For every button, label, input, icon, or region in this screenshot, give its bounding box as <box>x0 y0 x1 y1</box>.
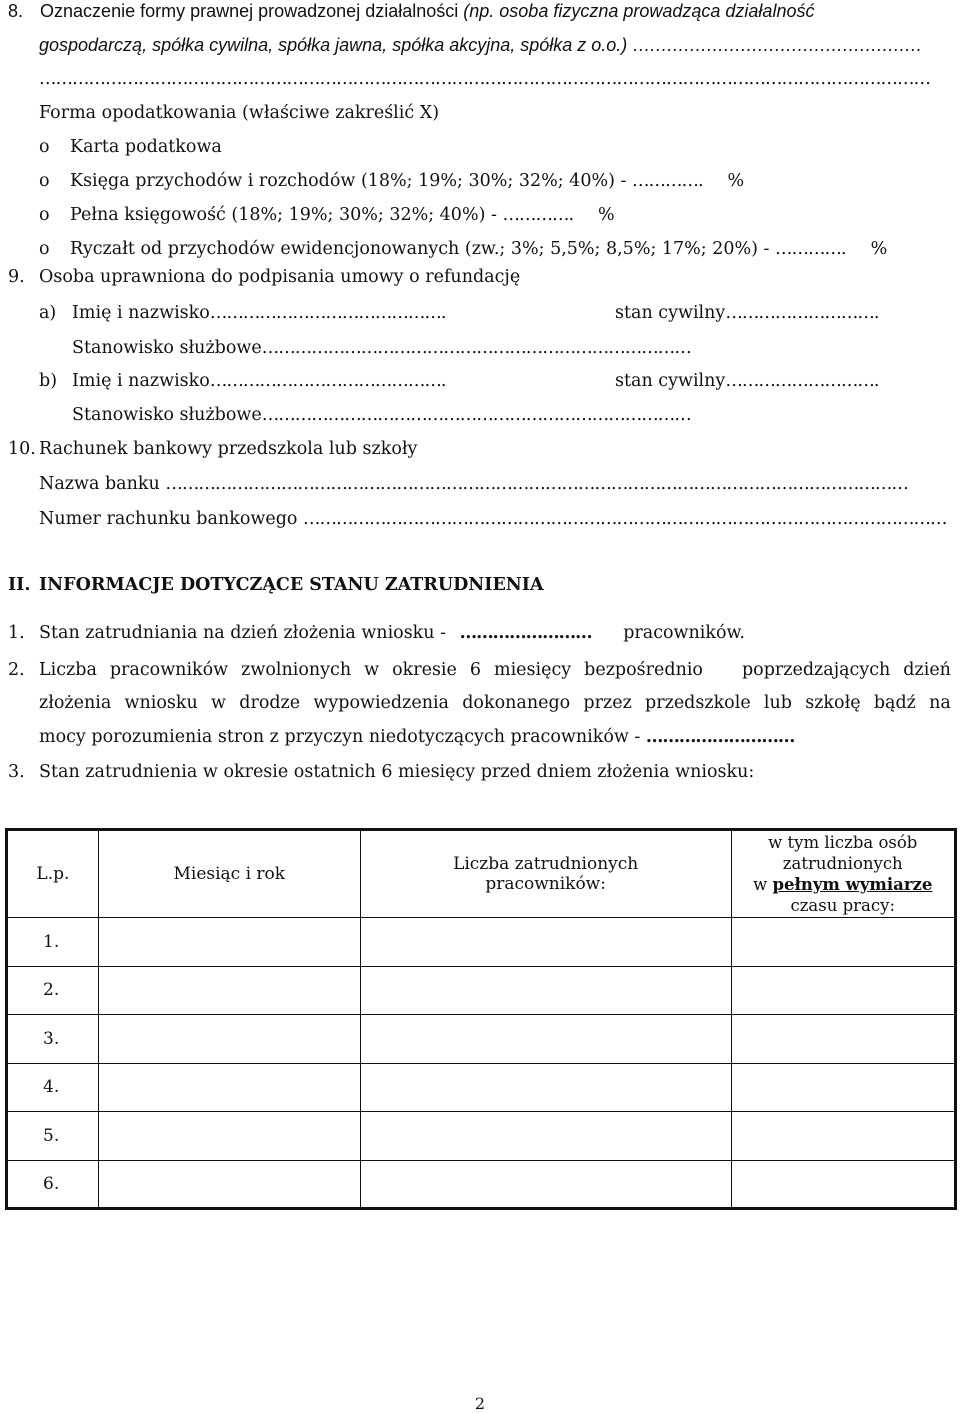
item-3-row <box>8 761 755 783</box>
person-b-position-row <box>72 404 934 426</box>
page-number: 2 <box>474 1394 486 1413</box>
table-row <box>7 966 956 1015</box>
row-number: 5. <box>7 1112 99 1161</box>
dismissed-count-fill[interactable]: ……………………… <box>645 727 795 747</box>
tax-option-lump-sum[interactable] <box>39 238 888 260</box>
position-label: Stanowisko służbowe <box>72 405 262 425</box>
tax-option-card[interactable] <box>39 136 222 158</box>
item-2-word: wypowiedzenia <box>313 693 449 713</box>
cell-full-time[interactable] <box>731 966 956 1015</box>
cell-full-time[interactable] <box>731 1112 956 1161</box>
item-2-word: dokonanego <box>462 693 571 713</box>
cell-month[interactable] <box>98 1015 360 1064</box>
part-ii-number: II. <box>8 575 31 595</box>
legal-form-fill-cont[interactable]: ……………………………………………………………………………………………………………………………………………… <box>39 69 930 89</box>
cell-count[interactable] <box>360 1112 731 1161</box>
cell-count[interactable] <box>360 966 731 1015</box>
item-2-word: w <box>364 660 380 680</box>
item-2-word: bezpośrednio <box>584 660 703 680</box>
bank-name-label: Nazwa banku <box>39 474 160 494</box>
table-row <box>7 1160 956 1209</box>
legal-form-fill[interactable]: …………………………………………… <box>632 35 922 55</box>
item-2-line1 <box>8 659 951 681</box>
item-2-word: złożenia <box>39 693 112 713</box>
person-letter: b) <box>39 371 58 391</box>
header-count-line: pracowników: <box>485 874 606 894</box>
header-full-line <box>732 874 955 895</box>
percent-unit: % <box>727 171 745 191</box>
section-8-line2 <box>39 34 922 56</box>
header-full-line: w tym liczba osób <box>768 833 918 852</box>
rate-fill[interactable]: …………. <box>775 239 846 259</box>
cell-month[interactable] <box>98 966 360 1015</box>
person-letter: a) <box>39 303 57 323</box>
account-number-fill[interactable]: ……………………………………………………………………………………………………… <box>303 509 947 529</box>
checkbox-circle-icon[interactable]: o <box>39 137 50 157</box>
header-full-word: w <box>753 875 768 894</box>
item-1-number: 1. <box>8 623 25 643</box>
position-label: Stanowisko służbowe <box>72 338 262 358</box>
item-3-number: 3. <box>8 762 25 782</box>
table-row <box>7 1015 956 1064</box>
item-2-line2 <box>39 692 951 714</box>
bank-name-fill[interactable]: ……………………………………………………………………………………………………………………… <box>165 474 908 494</box>
name-fill[interactable]: ……………………………………. <box>209 303 446 323</box>
name-fill[interactable]: ……………………………………. <box>209 371 446 391</box>
header-full-time-count <box>731 830 956 918</box>
header-full-line: czasu pracy: <box>790 896 896 915</box>
row-number: 1. <box>7 918 99 967</box>
section-9-heading <box>8 266 521 288</box>
percent-unit: % <box>870 239 888 259</box>
header-full-emphasis: pełnym wymiarze <box>772 875 933 894</box>
cell-month[interactable] <box>98 1160 360 1209</box>
part-ii-heading <box>8 574 544 596</box>
section-10-title: Rachunek bankowy przedszkola lub szkoły <box>39 439 418 459</box>
cell-count[interactable] <box>360 918 731 967</box>
civil-status-fill[interactable]: ………………………. <box>725 371 879 391</box>
item-2-word: okresie <box>392 660 457 680</box>
part-ii-title: INFORMACJE DOTYCZĄCE STANU ZATRUDNIENIA <box>39 575 544 595</box>
item-1-text: Stan zatrudniania na dzień złożenia wniosku - <box>39 623 447 643</box>
cell-full-time[interactable] <box>731 1015 956 1064</box>
item-1-row <box>8 622 745 644</box>
tax-option-full-accounting[interactable] <box>39 204 615 226</box>
position-fill[interactable]: …………………………………………………………………… <box>261 338 691 358</box>
cell-month[interactable] <box>98 918 360 967</box>
civil-status-fill[interactable]: ………………………. <box>725 303 879 323</box>
checkbox-circle-icon[interactable]: o <box>39 239 50 259</box>
cell-month[interactable] <box>98 1063 360 1112</box>
item-1-unit: pracowników. <box>623 623 745 643</box>
item-2-word: drodze <box>239 693 301 713</box>
tax-option-label: Karta podatkowa <box>70 137 222 157</box>
item-2-word: bądź <box>873 693 916 713</box>
bank-name-row <box>39 473 938 495</box>
section-8-hint: (np. osoba fizyczna prowadząca działalność <box>463 1 815 21</box>
account-number-label: Numer rachunku bankowego <box>39 509 298 529</box>
tax-option-label: Pełna księgowość (18%; 19%; 30%; 32%; 40%) - <box>70 205 497 225</box>
cell-month[interactable] <box>98 1112 360 1161</box>
item-2-word: 6 <box>469 660 481 680</box>
account-number-row <box>39 508 947 530</box>
tax-form-heading: Forma opodatkowania (właściwe zakreślić X) <box>39 103 440 123</box>
header-month-year: Miesiąc i rok <box>98 830 360 918</box>
table-row <box>7 1112 956 1161</box>
row-number: 4. <box>7 1063 99 1112</box>
civil-status-label: stan cywilny <box>615 371 726 391</box>
cell-full-time[interactable] <box>731 1063 956 1112</box>
tax-option-label: Ryczałt od przychodów ewidencjonowanych (zw.; 3%; 5,5%; 8,5%; 17%; 20%) - <box>70 239 770 259</box>
item-2-word: poprzedzających <box>741 660 891 680</box>
section-8-line1 <box>8 0 814 22</box>
section-10-heading <box>8 438 418 460</box>
item-2-word: na <box>929 693 951 713</box>
item-2-word: dzień <box>903 660 951 680</box>
name-label: Imię i nazwisko <box>72 371 210 391</box>
section-10-number: 10. <box>8 439 36 459</box>
tax-option-label: Księga przychodów i rozchodów (18%; 19%; 30%; 32%; 40%) - <box>70 171 627 191</box>
table-header-row <box>7 830 956 918</box>
header-employee-count <box>360 830 731 918</box>
section-8-number: 8. <box>8 1 24 21</box>
header-full-line: zatrudnionych <box>782 854 903 873</box>
item-3-text: Stan zatrudnienia w okresie ostatnich 6 miesięcy przed dniem złożenia wniosku: <box>39 762 755 782</box>
checkbox-circle-icon[interactable]: o <box>39 205 50 225</box>
section-8-line3 <box>39 68 945 90</box>
employment-table <box>5 828 957 1210</box>
cell-full-time[interactable] <box>731 918 956 967</box>
rate-fill[interactable]: …………. <box>502 205 574 225</box>
employee-count-fill[interactable]: …………………… <box>459 623 592 643</box>
item-2-text-end: mocy porozumienia stron z przyczyn niedotyczących pracowników - <box>39 727 641 747</box>
section-9-title: Osoba uprawniona do podpisania umowy o refundację <box>39 267 521 287</box>
row-number: 2. <box>7 966 99 1015</box>
checkbox-circle-icon[interactable]: o <box>39 171 50 191</box>
civil-status-label: stan cywilny <box>615 303 726 323</box>
table-row <box>7 1063 956 1112</box>
row-number: 3. <box>7 1015 99 1064</box>
section-8-hint-cont: gospodarczą, spółka cywilna, spółka jawna, spółka akcyjna, spółka z o.o.) <box>39 35 628 55</box>
header-lp: L.p. <box>7 830 99 918</box>
person-a-name-row <box>39 302 879 324</box>
item-2-word: wniosku <box>124 693 198 713</box>
item-2-number: 2. <box>8 660 25 680</box>
cell-count[interactable] <box>360 1160 731 1209</box>
item-2-line3 <box>39 726 818 748</box>
item-2-word: zwolnionych <box>241 660 352 680</box>
item-2-word: lub <box>763 693 792 713</box>
item-2-word: miesięcy <box>493 660 572 680</box>
person-a-position-row <box>72 337 938 359</box>
section-9-number: 9. <box>8 267 25 287</box>
position-fill[interactable]: …………………………………………………………………… <box>261 405 691 425</box>
item-2-word: szkołę <box>805 693 861 713</box>
cell-count[interactable] <box>360 1015 731 1064</box>
person-b-name-row <box>39 370 879 392</box>
header-count-line: Liczba zatrudnionych <box>453 854 639 874</box>
item-2-word: przedszkole <box>645 693 751 713</box>
name-label: Imię i nazwisko <box>72 303 210 323</box>
percent-unit: % <box>598 205 615 225</box>
tax-option-ledger[interactable] <box>39 170 745 192</box>
table-row <box>7 918 956 967</box>
rate-fill[interactable]: …………. <box>631 171 703 191</box>
item-2-word: w <box>211 693 227 713</box>
cell-full-time[interactable] <box>731 1160 956 1209</box>
row-number: 6. <box>7 1160 99 1209</box>
item-2-word: przez <box>583 693 632 713</box>
cell-count[interactable] <box>360 1063 731 1112</box>
section-8-title: Oznaczenie formy prawnej prowadzonej działalności <box>40 1 459 21</box>
item-2-word: pracowników <box>109 660 229 680</box>
item-2-word: Liczba <box>39 660 97 680</box>
